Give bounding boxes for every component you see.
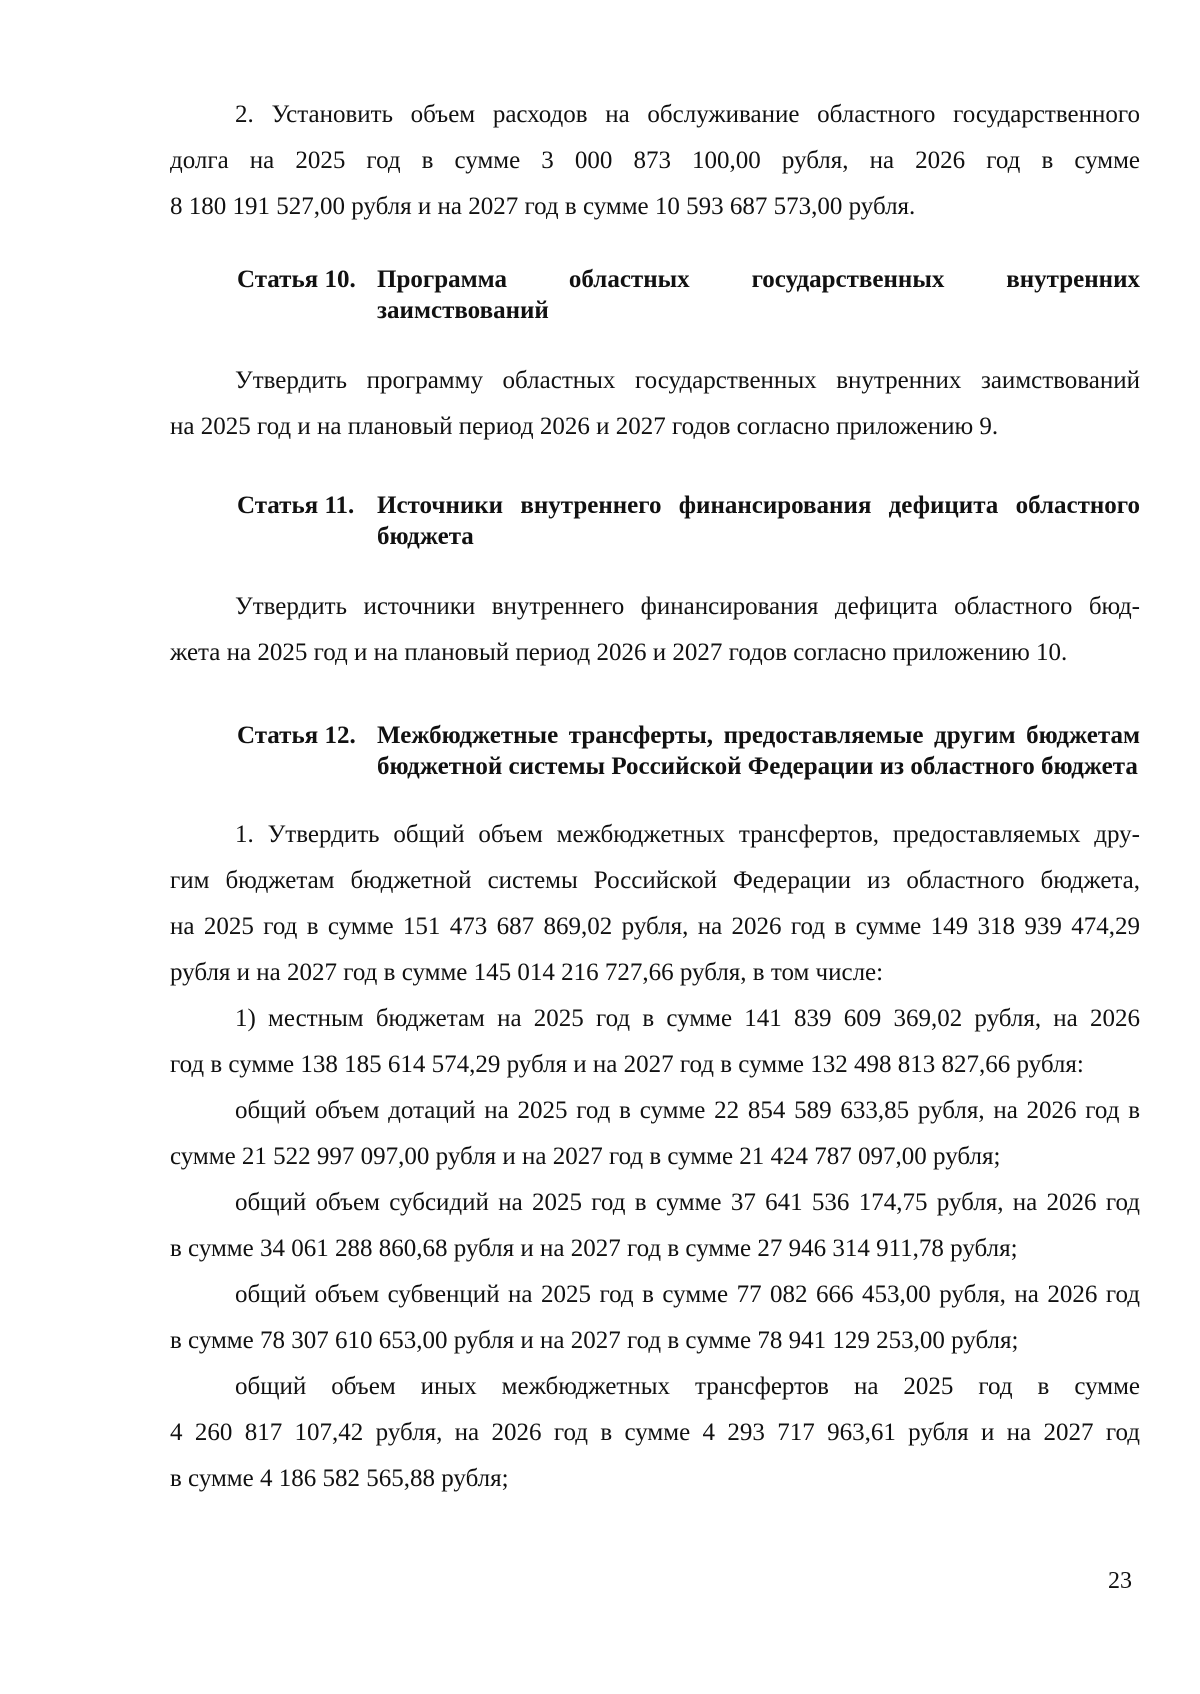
spacer <box>170 326 1140 358</box>
text-line: гим бюджетам бюджетной системы Российской Федерации из областного бюджета, <box>170 867 1140 894</box>
article-title: Программа областных государственных внутренних заимствований <box>377 266 1140 324</box>
article-title: Межбюджетные трансферты, предоставляемые другим бюджетам бюджетной системы Российской Федерации из областного бюджета <box>377 722 1140 780</box>
text-line: общий объем иных межбюджетных трансфертов на 2025 год в сумме <box>235 1373 1140 1400</box>
document-body <box>170 92 1140 1502</box>
text-line: общий объем дотаций на 2025 год в сумме 22 854 589 633,85 рубля, на 2026 год в <box>235 1097 1140 1124</box>
spacer <box>170 676 1140 720</box>
article-10-body <box>170 358 1140 450</box>
text-line: в сумме 78 307 610 653,00 рубля и на 2027 год в сумме 78 941 129 253,00 рубля; <box>170 1327 1019 1354</box>
article-number: Статья 12. <box>237 722 356 749</box>
text-line: долга на 2025 год в сумме 3 000 873 100,00 рубля, на 2026 год в сумме <box>170 147 1140 174</box>
article-12-heading <box>237 720 1140 782</box>
article-number: Статья 11. <box>237 492 355 519</box>
text-line: 1. Утвердить общий объем межбюджетных трансфертов, предоставляемых дру- <box>235 821 1140 848</box>
article-11-heading <box>237 490 1140 552</box>
text-line: 4 260 817 107,42 рубля, на 2026 год в сумме 4 293 717 963,61 рубля и на 2027 год <box>170 1419 1140 1446</box>
text-line: в сумме 4 186 582 565,88 рубля; <box>170 1465 509 1492</box>
text-line: 1) местным бюджетам на 2025 год в сумме 141 839 609 369,02 рубля, на 2026 <box>235 1005 1140 1032</box>
text-line: общий объем субсидий на 2025 год в сумме 37 641 536 174,75 рубля, на 2026 год <box>235 1189 1140 1216</box>
text-line: Утвердить программу областных государственных внутренних заимствований <box>235 367 1140 394</box>
text-line: в сумме 34 061 288 860,68 рубля и на 2027 год в сумме 27 946 314 911,78 рубля; <box>170 1235 1018 1262</box>
spacer <box>170 782 1140 812</box>
text-line: 8 180 191 527,00 рубля и на 2027 год в сумме 10 593 687 573,00 рубля. <box>170 193 916 220</box>
spacer <box>170 552 1140 584</box>
text-line: общий объем субвенций на 2025 год в сумме 77 082 666 453,00 рубля, на 2026 год <box>235 1281 1140 1308</box>
spacer <box>170 450 1140 490</box>
text-line: сумме 21 522 997 097,00 рубля и на 2027 год в сумме 21 424 787 097,00 рубля; <box>170 1143 1001 1170</box>
text-line: на 2025 год и на плановый период 2026 и 2027 годов согласно приложению 9. <box>170 413 999 440</box>
text-line: на 2025 год в сумме 151 473 687 869,02 рубля, на 2026 год в сумме 149 318 939 474,29 <box>170 913 1140 940</box>
text-line: Утвердить источники внутреннего финансирования дефицита областного бюд- <box>235 593 1140 620</box>
text-line: жета на 2025 год и на плановый период 2026 и 2027 годов согласно приложению 10. <box>170 639 1068 666</box>
page-number: 23 <box>1108 1568 1132 1594</box>
article-title: Источники внутреннего финансирования дефицита областного бюджета <box>377 492 1140 550</box>
article-12-body <box>170 812 1140 1502</box>
article-11-body <box>170 584 1140 676</box>
article-number: Статья 10. <box>237 266 356 293</box>
paragraph-debt-service <box>170 92 1140 230</box>
text-line: год в сумме 138 185 614 574,29 рубля и на 2027 год в сумме 132 498 813 827,66 рубля: <box>170 1051 1084 1078</box>
article-10-heading <box>237 264 1140 326</box>
spacer <box>170 230 1140 264</box>
text-line: рубля и на 2027 год в сумме 145 014 216 727,66 рубля, в том числе: <box>170 959 884 986</box>
text-line: 2. Установить объем расходов на обслуживание областного государственного <box>235 101 1140 128</box>
